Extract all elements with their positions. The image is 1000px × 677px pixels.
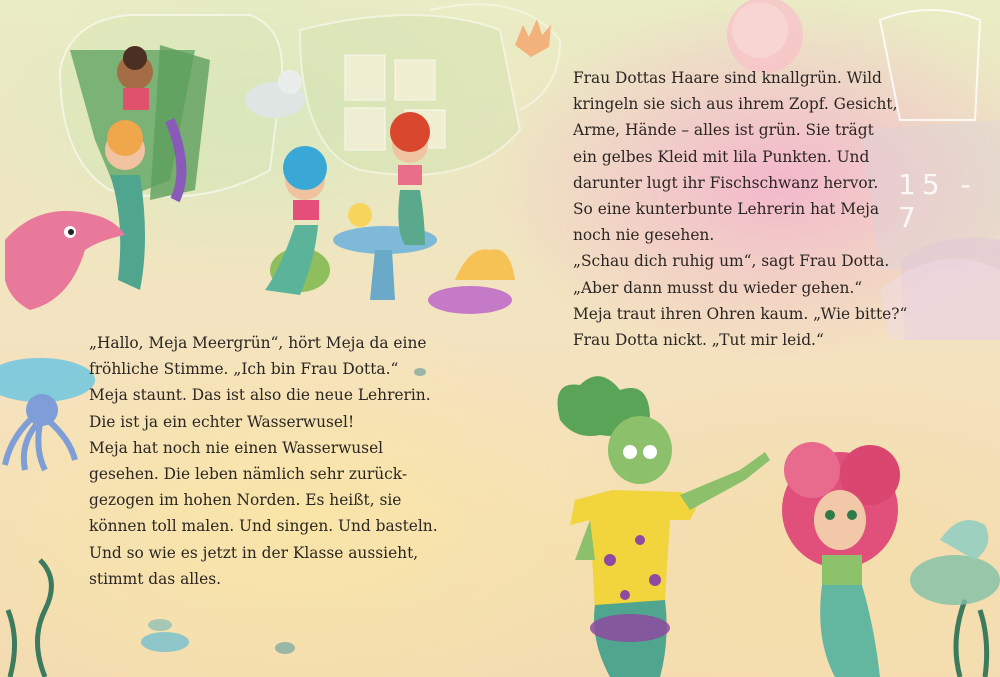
text-line: Frau Dotta nickt. „Tut mir leid.“ xyxy=(573,331,824,350)
text-line: Meja traut ihren Ohren kaum. „Wie bitte?“ xyxy=(573,304,908,323)
chalkboard-math: 15 - 7 xyxy=(898,168,977,234)
text-line: Und so wie es jetzt in der Klasse aussieht, xyxy=(89,543,419,562)
text-line: können toll malen. Und singen. Und basteln. xyxy=(89,517,438,536)
text-line: „Aber dann musst du wieder gehen.“ xyxy=(573,278,863,297)
text-line: fröhliche Stimme. „Ich bin Frau Dotta.“ xyxy=(89,360,399,379)
left-page-text xyxy=(89,330,438,592)
text-line: Meja staunt. Das ist also die neue Lehrerin. xyxy=(89,386,431,405)
text-line: Die ist ja ein echter Wasserwusel! xyxy=(89,412,355,431)
text-line: kringeln sie sich aus ihrem Zopf. Gesicht, xyxy=(573,95,898,114)
text-line: Meja hat noch nie einen Wasserwusel xyxy=(89,438,384,457)
text-line: „Hallo, Meja Meergrün“, hört Meja da eine xyxy=(89,334,427,352)
text-line: „Schau dich ruhig um“, sagt Frau Dotta. xyxy=(573,252,890,271)
text-line: Arme, Hände – alles ist grün. Sie trägt xyxy=(573,121,874,140)
text-line: stimmt das alles. xyxy=(89,569,222,588)
text-line: ein gelbes Kleid mit lila Punkten. Und xyxy=(573,147,870,166)
text-line: So eine kunterbunte Lehrerin hat Meja xyxy=(573,200,880,219)
text-line: Frau Dottas Haare sind knallgrün. Wild xyxy=(573,69,882,87)
teacher-frau-dotta xyxy=(558,376,771,677)
text-line: gesehen. Die leben nämlich sehr zurück- xyxy=(89,465,408,484)
dolphin xyxy=(5,211,125,310)
text-line: gezogen im hohen Norden. Es heißt, sie xyxy=(89,491,402,510)
shell-chair xyxy=(428,249,515,314)
text-line: noch nie gesehen. xyxy=(573,226,715,245)
octopus xyxy=(0,358,95,470)
right-page-text xyxy=(573,65,907,353)
text-line: darunter lugt ihr Fischschwanz hervor. xyxy=(573,173,879,192)
meja-mermaid xyxy=(782,442,900,677)
